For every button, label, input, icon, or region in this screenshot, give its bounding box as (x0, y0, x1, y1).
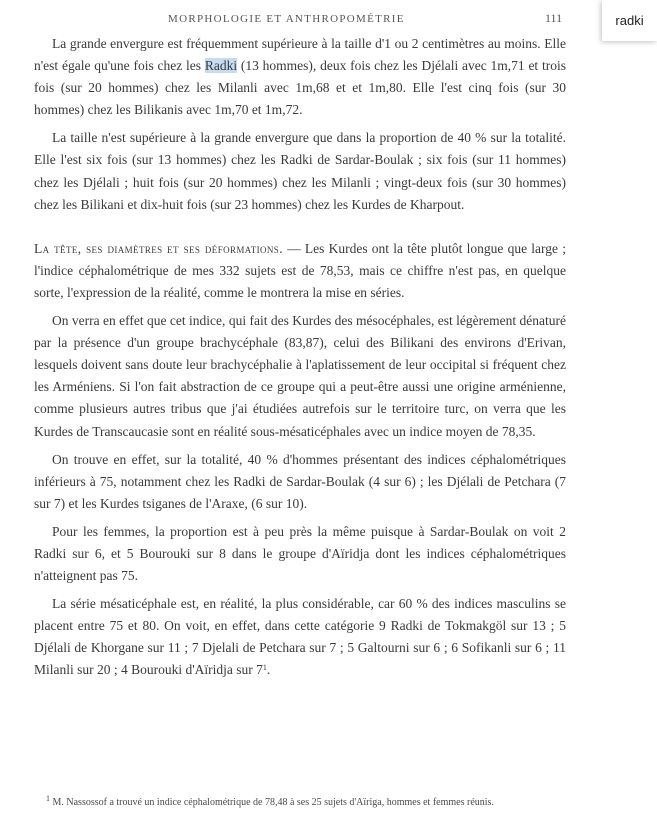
paragraph-1 (34, 33, 566, 121)
page-number: 111 (545, 11, 563, 25)
paragraph-2: La taille n'est supérieure à la grande envergure que dans la proportion de 40 % sur la totalité. Elle l'est six fois (sur 13 hommes) chez les Radki de Sardar-Boulak ; six fois (sur 11 hommes) chez les Djélali ; huit fois (sur 20 hommes) chez les Milanli ; vingt-deux fois (sur 30 hommes) chez les Bilikani et dix-huit fois (sur 23 hommes) chez les Kurdes de Kharpout. (34, 130, 566, 212)
paragraph-7-text: La série mésaticéphale est, en réalité, la plus considérable, car 60 % des indices masculins se placent entre 75 et 80. On voit, en effet, dans cette catégorie 9 Radki de Tokmakgöl sur 13 ; 5 Djélali de Khorgane sur 11 ; 7 Djelali de Petchara sur 7 ; 5 Galtourni sur 6 ; 6 Sofikanli sur 6 ; 11 Milanli sur 20 ; 4 Bourouki d'Aïridja sur 7 (34, 596, 566, 678)
paragraph-1-end: (13 hommes), deux fois chez les Djélali avec 1m,71 et trois fois (sur 20 hommes) chez les Milanli avec 1m,68 et et 1m,80. Elle l'est cinq fois (sur 30 hommes) chez les Bilikanis avec 1m,70 et 1m,72. (34, 58, 566, 118)
footnote-text: M. Nassossof a trouvé un indice céphalométrique de 78,48 à ses 25 sujets d'Aïriga, hommes et femmes réunis. (50, 797, 494, 808)
paragraph-4: On verra en effet que cet indice, qui fait des Kurdes des mésocéphales, est légèrement dénaturé par la présence d'un groupe brachycéphale (83,87), celui des Bilikani des environs d'Erivan, lesquels doivent sans doute leur brachycéphalie à l'aplatissement de leur occipital si fréquent chez les Arméniens. Si l'on fait abstraction de ce groupe qui a peut-être aussi une origine arménienne, comme plusieurs autres tribus que j'ai étudiées autrefois sur le territoire turc, on verra que les Kurdes de Transcaucasie sont en réalité sous-mésaticéphales avec un indice moyen de 78,35. (34, 313, 566, 439)
paragraph-3 (34, 238, 566, 304)
paragraph-7 (34, 593, 566, 681)
paragraph-7-end: . (266, 662, 271, 678)
search-highlight: Radki (204, 58, 238, 74)
paragraph-6: Pour les femmes, la proportion est à peu près la même puisque à Sardar-Boulak on voit 2 Radki sur 6, et 5 Bourouki sur 8 dans le groupe d'Aïridja dont les indices céphalométriques n'atteignent pas 75. (34, 523, 566, 584)
paragraph-1-start: La grande envergure est fréquemment supérieure à la taille d'1 ou 2 centimètres au moins. Elle n'est égale qu'une fois chez les (34, 36, 566, 74)
footnote (34, 795, 566, 810)
paragraph-5: On trouve en effet, sur la totalité, 40 % d'hommes présentant des indices céphalométriques inférieurs à 75, notamment chez les Radki de Sardar-Boulak (4 sur 6) ; les Djélali de Petchara (7 sur 7) et les Kurdes tsiganes de l'Araxe, (6 sur 10). (34, 451, 566, 511)
search-term-tooltip: radki (602, 0, 657, 41)
running-head: MORPHOLOGIE ET ANTHROPOMÉTRIE (168, 13, 405, 25)
paragraph-3-text: — Les Kurdes ont la tête plutôt longue que large ; l'indice céphalométrique de mes 332 sujets est de 78,53, mais ce chiffre n'est pas, en quelque sorte, l'expression de la réalité, comme le montrera la mise en séries. (34, 240, 566, 300)
footnote-marker: 1 (46, 794, 50, 803)
body-text (34, 33, 566, 688)
section-heading: La tête, ses diamètres et ses déformations. (34, 240, 283, 256)
footnote-reference[interactable]: 1 (262, 663, 267, 673)
